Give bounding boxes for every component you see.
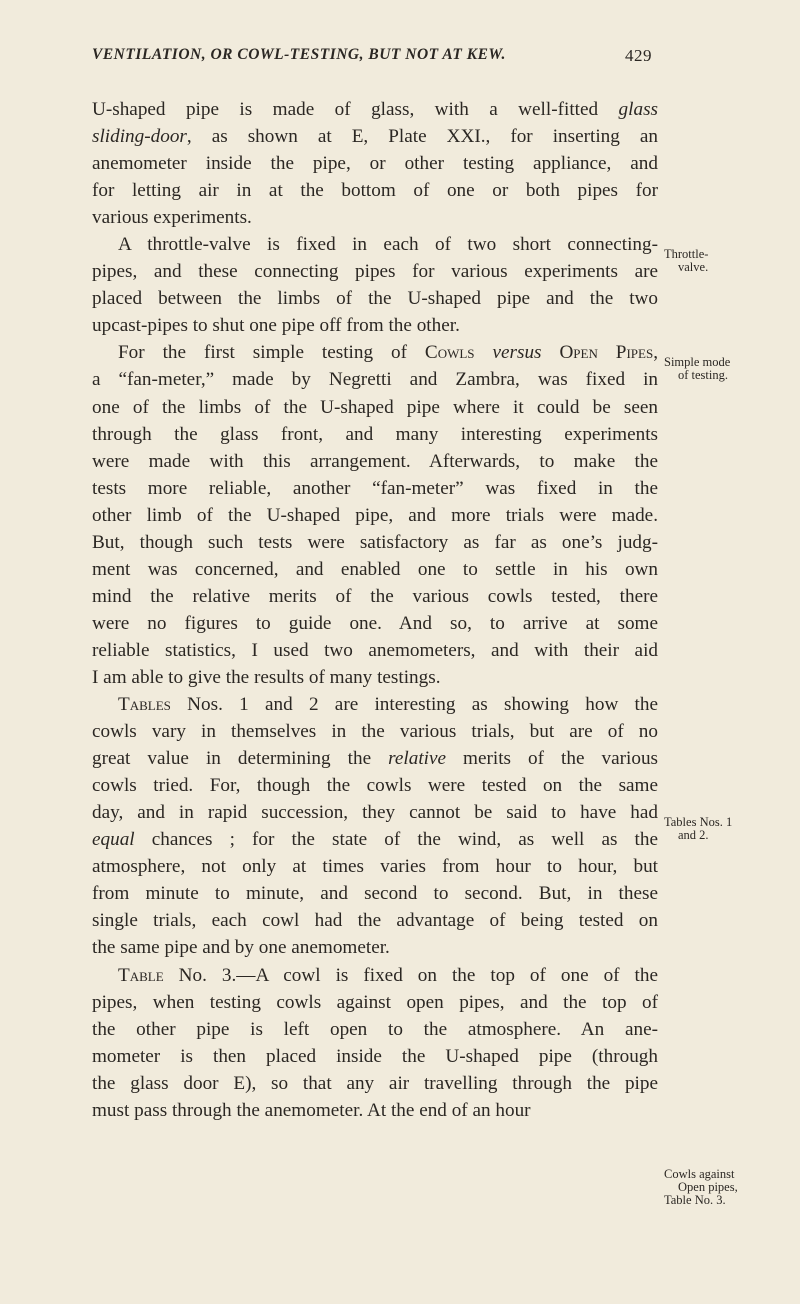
text-line: upcast-pipes to shut one pipe off from the other. (92, 315, 460, 337)
text-line: reliable statistics, I used two anemometers, and with their aid (92, 639, 658, 661)
text-line: atmosphere, not only at times varies from hour to hour, but (92, 856, 658, 878)
text-line: the glass door E), so that any air travelling through the pipe (92, 1072, 658, 1094)
text-line: A throttle-valve is fixed in each of two short connecting- (118, 234, 658, 256)
text-line: placed between the limbs of the U-shaped pipe and the two (92, 288, 658, 310)
text-line: sliding-door, as shown at E, Plate XXI., for inserting an (92, 126, 658, 148)
text-line: pipes, and these connecting pipes for various experiments are (92, 261, 658, 283)
text-line: For the first simple testing of Cowls versus Open Pipes, (118, 342, 658, 364)
text-line: Table No. 3.—A cowl is fixed on the top of one of the (118, 964, 659, 986)
margin-note-simple-mode: Simple mode of testing. (664, 355, 731, 382)
text-line: pipes, when testing cowls against open pipes, and the top of (92, 991, 658, 1013)
text-line: cowls vary in themselves in the various trials, but are of no (92, 721, 658, 743)
text-line: other limb of the U-shaped pipe, and more trials were made. (92, 504, 658, 526)
text-line: single trials, each cowl had the advantage of being tested on (92, 910, 658, 932)
text-line: one of the limbs of the U-shaped pipe where it could be seen (92, 396, 658, 418)
text-line: the same pipe and by one anemometer. (92, 937, 390, 959)
text-line: But, though such tests were satisfactory as far as one’s judg- (92, 531, 658, 553)
margin-note-throttle-valve: Throttle- valve. (664, 247, 709, 274)
text-line: must pass through the anemometer. At the end of an hour (92, 1099, 531, 1121)
text-line: cowls tried. For, though the cowls were tested on the same (92, 775, 658, 797)
margin-note-tables: Tables Nos. 1 and 2. (664, 815, 733, 842)
text-line: day, and in rapid succession, they cannot be said to have had (92, 802, 658, 824)
text-line: from minute to minute, and second to second. But, in these (92, 883, 658, 905)
text-line: tests more reliable, another “fan-meter” was fixed in the (92, 477, 658, 499)
running-title: VENTILATION, OR COWL-TESTING, BUT NOT AT KEW. (92, 46, 506, 63)
body-text (92, 96, 658, 1124)
text-line: various experiments. (92, 207, 252, 229)
page-number: 429 (625, 46, 652, 65)
text-line: great value in determining the relative merits of the various (92, 748, 658, 770)
text-line: through the glass front, and many interesting experiments (92, 423, 658, 445)
text-line: mometer is then placed inside the U-shaped pipe (through (92, 1045, 658, 1067)
text-line: were no figures to guide one. And so, to arrive at some (92, 612, 658, 634)
text-line: Tables Nos. 1 and 2 are interesting as showing how the (118, 694, 658, 716)
text-line: a “fan-meter,” made by Negretti and Zambra, was fixed in (92, 369, 658, 391)
text-line: anemometer inside the pipe, or other testing appliance, and (92, 153, 658, 175)
text-line: U-shaped pipe is made of glass, with a well-fitted glass (92, 99, 658, 120)
running-header (92, 46, 652, 64)
margin-note-cowls-against: Cowls against Open pipes, Table No. 3. (664, 1167, 738, 1207)
text-line: the other pipe is left open to the atmosphere. An ane- (92, 1018, 658, 1040)
text-line: I am able to give the results of many testings. (92, 666, 441, 688)
text-line: equal chances ; for the state of the wind, as well as the (92, 829, 658, 851)
text-line: were made with this arrangement. Afterwards, to make the (92, 450, 658, 472)
text-line: for letting air in at the bottom of one or both pipes for (92, 180, 658, 202)
text-line: ment was concerned, and enabled one to settle in his own (92, 558, 658, 580)
text-line: mind the relative merits of the various cowls tested, there (92, 585, 658, 607)
